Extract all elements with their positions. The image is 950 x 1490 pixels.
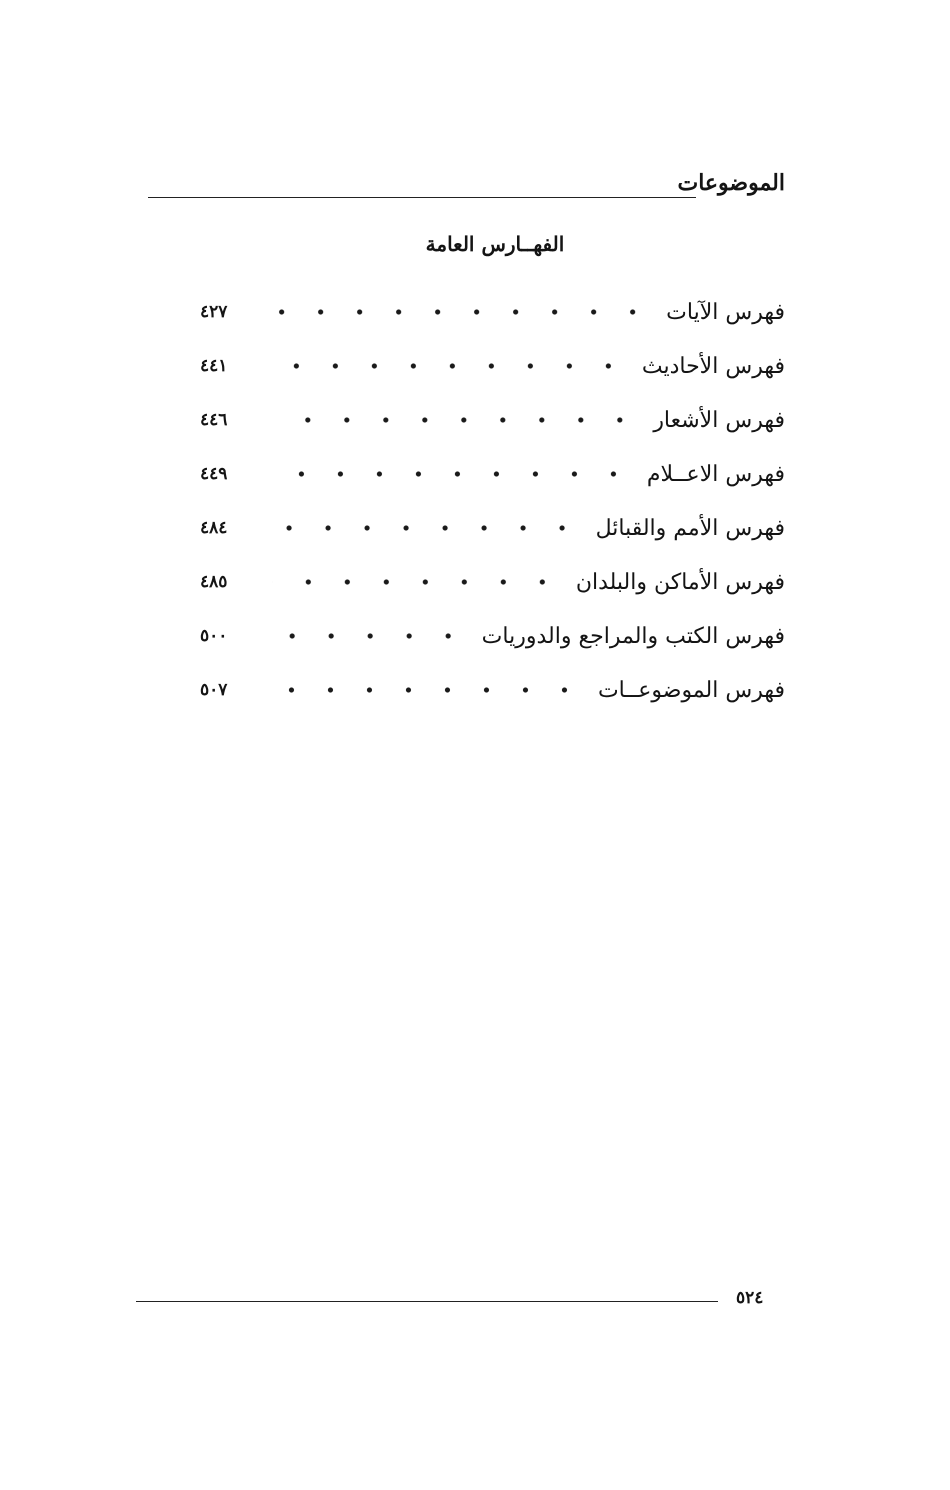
- toc-entry-poems: [200, 393, 785, 447]
- footer-rule: [136, 1301, 718, 1302]
- toc-entry-label: فهرس الاعــلام: [646, 461, 785, 487]
- toc-entry-page: ٤٨٥: [200, 572, 228, 592]
- toc-entry-label: فهرس الأماكن والبلدان: [575, 569, 785, 595]
- dot-leader: [272, 471, 633, 477]
- toc-entry-label: فهرس الموضوعــات: [597, 677, 785, 703]
- dot-leader: [272, 417, 639, 423]
- toc-entry-topics: [200, 663, 785, 717]
- toc-entry-page: ٤٤٩: [200, 464, 228, 484]
- dot-leader: [272, 363, 628, 369]
- toc-entry-books-references: [200, 609, 785, 663]
- toc-entry-label: فهرس الأشعار: [653, 407, 785, 433]
- section-title: الفهــارس العامة: [425, 232, 565, 256]
- table-of-contents: [200, 285, 785, 717]
- page-number: ٥٢٤: [736, 1288, 764, 1308]
- toc-entry-label: فهرس الأمم والقبائل: [595, 515, 785, 541]
- toc-entry-nations-tribes: [200, 501, 785, 555]
- toc-entry-page: ٥٠٠: [200, 626, 228, 646]
- toc-entry-places-countries: [200, 555, 785, 609]
- toc-entry-hadiths: [200, 339, 785, 393]
- toc-entry-page: ٤٨٤: [200, 518, 228, 538]
- dot-leader: [272, 633, 468, 639]
- toc-entry-page: ٤٤١: [200, 356, 228, 376]
- toc-entry-label: فهرس الكتب والمراجع والدوريات: [481, 623, 785, 649]
- toc-entry-verses: [200, 285, 785, 339]
- running-head: الموضوعات: [677, 170, 785, 196]
- toc-entry-page: ٤٤٦: [200, 410, 228, 430]
- dot-leader: [272, 579, 562, 585]
- dot-leader: [272, 525, 582, 531]
- toc-entry-page: ٤٢٧: [200, 302, 228, 322]
- toc-entry-label: فهرس الآيات: [666, 299, 785, 325]
- dot-leader: [272, 687, 584, 693]
- dot-leader: [272, 309, 652, 315]
- toc-entry-names: [200, 447, 785, 501]
- toc-entry-label: فهرس الأحاديث: [641, 353, 785, 379]
- toc-entry-page: ٥٠٧: [200, 680, 228, 700]
- header-rule: [148, 197, 696, 198]
